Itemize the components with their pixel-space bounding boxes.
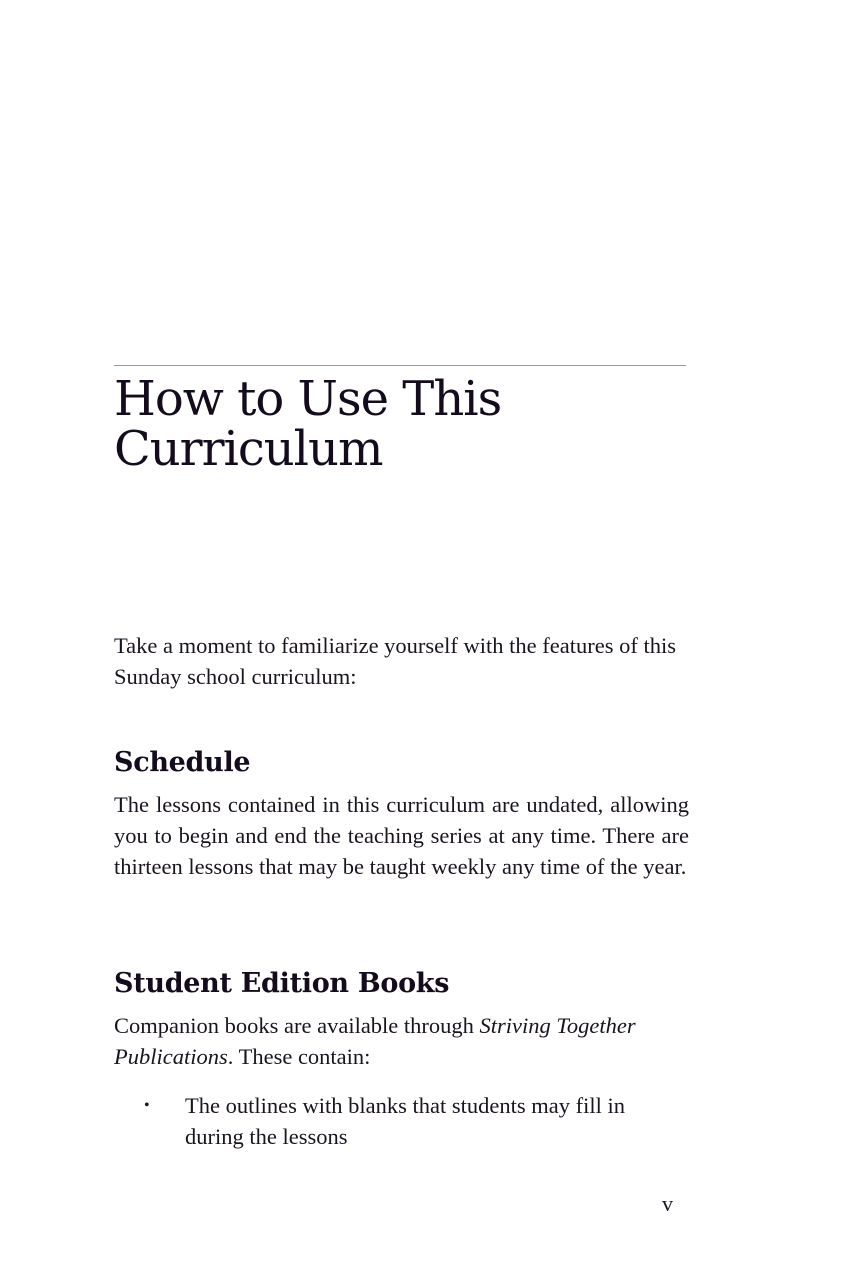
list-item-text: The outlines with blanks that students may fill in during the lessons (185, 1093, 625, 1149)
section-heading-student-edition-books: Student Edition Books (114, 968, 450, 999)
publisher-name: Striving Together Publications (114, 1013, 636, 1069)
chapter-rule (114, 365, 686, 366)
chapter-title-line-2: Curriculum (114, 421, 383, 477)
list-item (114, 1090, 689, 1152)
bullet-icon: • (144, 1097, 150, 1114)
student-edition-paragraph (114, 1010, 689, 1072)
student-edition-text-start: Companion books are available through (114, 1013, 480, 1038)
student-edition-contents-list (114, 1090, 689, 1152)
page-number: v (662, 1191, 673, 1216)
schedule-paragraph: The lessons contained in this curriculum are undated, allowing you to begin and end the teaching series at any time. There are thirteen lessons that may be taught weekly any time of the year. (114, 792, 689, 879)
section-heading-schedule: Schedule (114, 747, 251, 778)
student-edition-text-end: . These contain: (227, 1044, 371, 1069)
chapter-title (114, 371, 694, 477)
intro-paragraph: Take a moment to familiarize yourself with the features of this Sunday school curriculum: (114, 633, 676, 689)
chapter-title-line-1: How to Use This (114, 371, 502, 427)
